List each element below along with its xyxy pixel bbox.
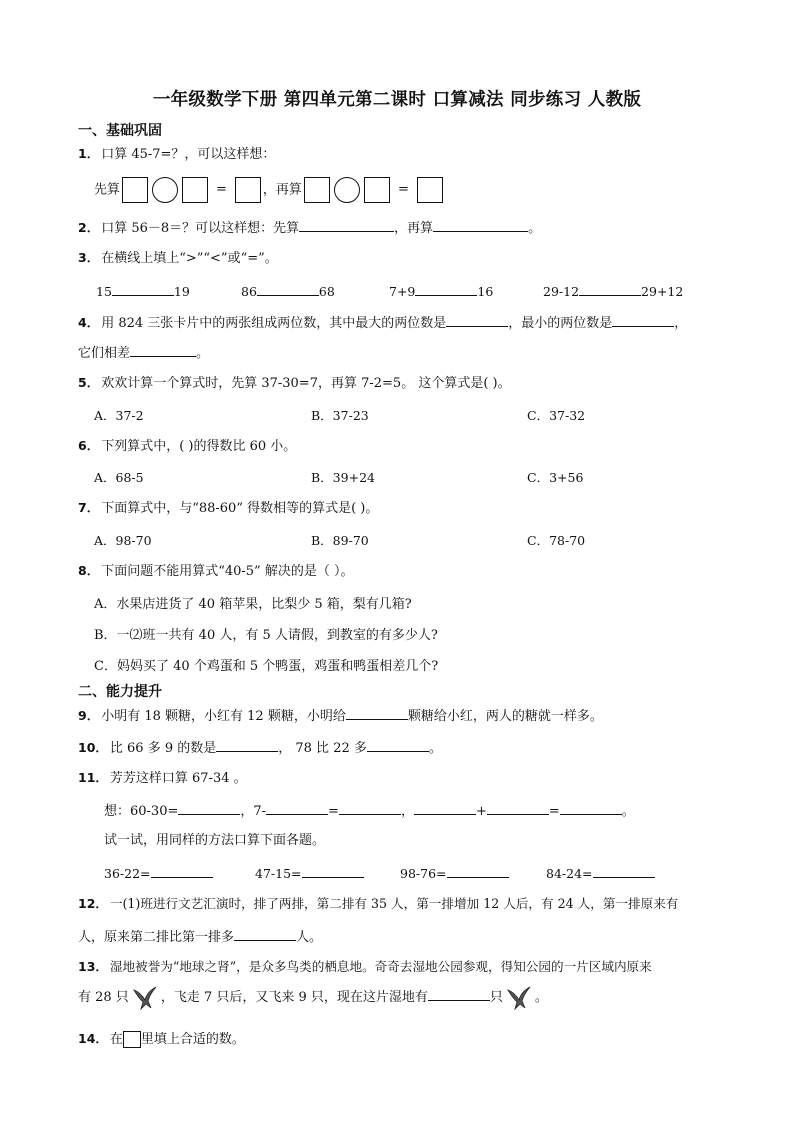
operator-circle[interactable] (334, 177, 360, 203)
question-text-mid: ，最小的两位数是 (508, 316, 613, 331)
question-10 (78, 738, 442, 758)
question-text: 里填上合适的数。 (140, 1032, 245, 1047)
answer-blank[interactable] (302, 864, 364, 878)
option-a[interactable]: A．98-70 (94, 533, 152, 548)
compare-left: 15 (96, 284, 112, 299)
question-text: 小明有 18 颗糖，小红有 12 颗糖，小明给 (101, 709, 346, 724)
answer-box[interactable] (123, 1031, 141, 1048)
answer-blank[interactable] (112, 282, 174, 296)
question-text: 下面算式中，与“88-60” 得数相等的算式是( )。 (101, 501, 379, 516)
option-b[interactable]: B．37-23 (311, 408, 369, 423)
answer-box[interactable] (122, 177, 148, 203)
answer-blank[interactable] (266, 801, 328, 815)
compare-left: 29-12 (543, 284, 580, 299)
question-number: 9． (78, 708, 100, 723)
equals-sign: = (397, 182, 409, 197)
option-a[interactable]: A．68-5 (94, 470, 144, 485)
question-1 (78, 145, 275, 164)
calc-item (546, 864, 655, 881)
question-number: 3． (78, 250, 100, 265)
compare-item (389, 282, 493, 299)
question-text: 在 (109, 1032, 123, 1047)
section-heading-advanced: 二、能力提升 (78, 684, 162, 700)
question-text: 口算 56－8＝？可以这样想：先算 (101, 221, 300, 236)
option-b[interactable]: B．一⑵班一共有 40 人，有 5 人请假，到教室的有多少人? (94, 628, 438, 643)
answer-blank[interactable] (579, 282, 641, 296)
question-9 (78, 706, 603, 726)
answer-blank[interactable] (612, 313, 674, 327)
question-text-end: 。 (534, 990, 548, 1005)
think-text: 想：60-30= (104, 804, 179, 819)
answer-blank[interactable] (178, 801, 240, 815)
calc-expression: 84-24= (546, 866, 593, 881)
question-text: 在横线上填上“>”“<”或“=”。 (101, 251, 278, 266)
q11-try-prompt: 试一试，用同样的方法口算下面各题。 (104, 833, 326, 848)
answer-blank[interactable] (447, 864, 509, 878)
compare-left: 86 (241, 284, 257, 299)
compare-right: 68 (318, 284, 335, 299)
question-7 (78, 499, 378, 518)
question-5 (78, 374, 511, 393)
question-number: 8． (78, 563, 100, 578)
question-6 (78, 437, 296, 456)
option-c[interactable]: C．3+56 (527, 470, 584, 485)
option-a[interactable]: A．37-2 (94, 408, 144, 423)
answer-blank[interactable] (299, 218, 394, 232)
answer-box[interactable] (304, 177, 330, 203)
answer-blank[interactable] (216, 738, 278, 752)
question-text-end: 颗糖给小红，两人的糖就一样多。 (407, 709, 603, 724)
question-2 (78, 218, 541, 238)
page-title: 一年级数学下册 第四单元第二课时 口算减法 同步练习 人教版 (152, 90, 642, 110)
question-text: 湿地被誉为“地球之肾”，是众多鸟类的栖息地。奇奇去湿地公园参观，得知公园的一片区域内原来 (109, 959, 652, 974)
answer-blank[interactable] (446, 313, 508, 327)
answer-blank[interactable] (367, 738, 429, 752)
question-3 (78, 249, 278, 268)
question-text: 只 (489, 990, 503, 1005)
option-c[interactable]: C．妈妈买了 40 个鸡蛋和 5 个鸭蛋，鸡蛋和鸭蛋相差几个? (94, 659, 439, 674)
question-number: 4． (78, 315, 100, 330)
question-text-end: 。 (196, 346, 210, 361)
answer-box[interactable] (235, 177, 261, 203)
answer-blank[interactable] (593, 864, 655, 878)
think-text: ，7- (240, 804, 267, 819)
question-text-end: 。 (428, 741, 442, 756)
question-text: 一(1)班进行文艺汇演时，排了两排，第二排有 35 人，第一排增加 12 人后，有 24 人，第一排原来有 (109, 896, 679, 911)
bird-icon (505, 984, 533, 1012)
question-text-end: 人。 (296, 930, 323, 945)
answer-blank[interactable] (428, 987, 490, 1001)
answer-blank[interactable] (414, 801, 476, 815)
answer-blank[interactable] (560, 801, 622, 815)
question-12-line-2 (78, 927, 322, 947)
bird-icon (131, 984, 159, 1012)
question-text-mid: ，再算 (394, 221, 434, 236)
answer-box[interactable] (417, 177, 443, 203)
answer-blank[interactable] (234, 927, 296, 941)
question-number: 1． (78, 146, 100, 161)
question-text: 下列算式中，( )的得数比 60 小。 (101, 439, 297, 454)
question-number: 7． (78, 500, 100, 515)
question-12 (78, 895, 678, 913)
think-text: 。 (621, 804, 635, 819)
question-number: 11． (78, 770, 108, 785)
question-number: 12． (78, 896, 108, 911)
then-step-label: ，再算 (262, 182, 302, 198)
equals-sign: = (216, 182, 227, 197)
option-b[interactable]: B．89-70 (311, 533, 369, 548)
question-text: 它们相差 (78, 346, 131, 361)
question-number: 13． (78, 959, 108, 974)
compare-right: 19 (173, 284, 190, 299)
think-text: = (548, 804, 560, 819)
answer-blank[interactable] (415, 282, 477, 296)
answer-blank[interactable] (433, 218, 528, 232)
calc-expression: 36-22= (104, 866, 151, 881)
answer-blank[interactable] (346, 706, 408, 720)
first-step-label: 先算 (94, 182, 121, 198)
question-number: 10． (78, 740, 108, 755)
question-text: 欢欢计算一个算式时，先算 37-30=7，再算 7-2=5。 这个算式是( )。 (101, 376, 511, 391)
question-number: 2． (78, 220, 100, 235)
question-11 (78, 769, 247, 788)
answer-blank[interactable] (130, 343, 196, 357)
answer-box[interactable] (182, 177, 208, 203)
option-c[interactable]: C．37-32 (527, 408, 586, 423)
question-text: 下面问题不能用算式“40-5” 解决的是（ ）。 (101, 564, 354, 579)
option-b[interactable]: B．39+24 (311, 470, 375, 485)
q1-answer-row (94, 175, 445, 206)
question-13-line-2 (78, 983, 548, 1013)
question-text: 有 28 只 (78, 990, 129, 1005)
answer-blank[interactable] (339, 801, 401, 815)
think-text: + (475, 804, 487, 819)
question-number: 5． (78, 375, 100, 390)
q11-think-row (104, 801, 635, 821)
option-a[interactable]: A．水果店进货了 40 箱苹果，比梨少 5 箱，梨有几箱? (94, 597, 412, 612)
calc-expression: 98-76= (400, 866, 447, 881)
question-text-end: ， (674, 316, 688, 331)
section-heading-basic: 一、基础巩固 (78, 123, 162, 139)
compare-item (241, 282, 335, 299)
think-text: = (328, 804, 339, 819)
compare-item (543, 282, 683, 299)
think-text: ， (400, 804, 414, 819)
compare-item (96, 282, 190, 299)
option-c[interactable]: C．78-70 (527, 533, 586, 548)
question-number: 14． (78, 1031, 108, 1046)
answer-blank[interactable] (151, 864, 213, 878)
question-text-end: 。 (528, 221, 542, 236)
calc-item (104, 864, 213, 881)
calc-item (255, 864, 364, 881)
answer-box[interactable] (364, 177, 390, 203)
question-13 (78, 958, 652, 976)
question-text: 口算 45-7=？，可以这样想： (101, 147, 276, 162)
compare-left: 7+9 (389, 284, 416, 299)
question-4-line-2 (78, 343, 209, 363)
question-text: 比 66 多 9 的数是 (109, 741, 217, 756)
question-text: ，飞走 7 只后，又飞来 9 只，现在这片湿地有 (160, 990, 428, 1005)
compare-right: 29+12 (641, 284, 684, 299)
question-14 (78, 1030, 245, 1049)
question-text: 人，原来第二排比第一排多 (78, 930, 235, 945)
calc-expression: 47-15= (255, 866, 302, 881)
question-text-mid: ， 78 比 22 多 (278, 741, 367, 756)
question-number: 6． (78, 438, 100, 453)
answer-blank[interactable] (257, 282, 319, 296)
answer-blank[interactable] (487, 801, 549, 815)
question-4 (78, 313, 687, 333)
question-text: 用 824 三张卡片中的两张组成两位数，其中最大的两位数是 (101, 316, 447, 331)
compare-right: 16 (477, 284, 494, 299)
question-text: 芳芳这样口算 67-34 。 (109, 771, 247, 786)
question-8 (78, 562, 353, 581)
calc-item (400, 864, 509, 881)
operator-circle[interactable] (152, 177, 178, 203)
